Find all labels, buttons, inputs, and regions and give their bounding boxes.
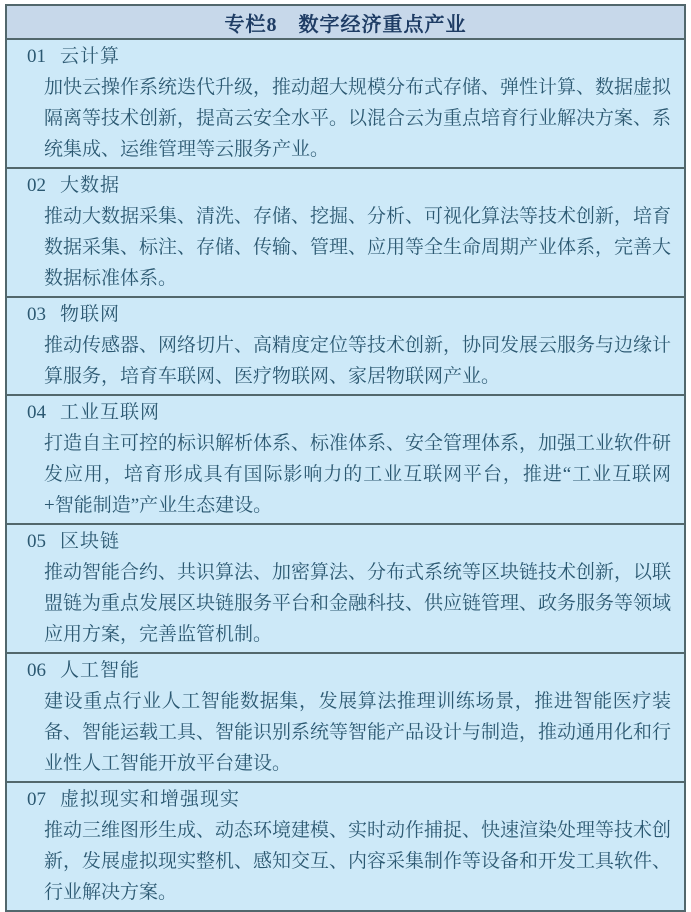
section-number: 07 xyxy=(27,789,46,810)
section-title: 物联网 xyxy=(60,304,121,325)
box-title: 专栏8 数字经济重点产业 xyxy=(224,13,467,36)
section-body: 建设重点行业人工智能数据集，发展算法推理训练场景，推进智能医疗装备、智能运载工具、智能识别系统等智能产品设计与制造，推动通用化和行业性人工智能开放平台建设。 xyxy=(44,691,672,774)
section-body: 推动传感器、网络切片、高精度定位等技术创新，协同发展云服务与边缘计算服务，培育车联网、医疗物联网、家居物联网产业。 xyxy=(44,335,672,387)
box-header xyxy=(7,6,684,40)
section-ai xyxy=(7,654,684,783)
section-number: 01 xyxy=(27,46,46,67)
section-body: 推动三维图形生成、动态环境建模、实时动作捕捉、快速渲染处理等技术创新，发展虚拟现实整机、感知交互、内容采集制作等设备和开发工具软件、行业解决方案。 xyxy=(44,820,672,903)
section-body: 推动智能合约、共识算法、加密算法、分布式系统等区块链技术创新，以联盟链为重点发展区块链服务平台和金融科技、供应链管理、政务服务等领域应用方案，完善监管机制。 xyxy=(44,562,672,645)
section-title-row xyxy=(7,655,684,686)
section-number: 04 xyxy=(27,402,46,423)
section-title-row xyxy=(7,170,684,201)
section-body: 推动大数据采集、清洗、存储、挖掘、分析、可视化算法等技术创新，培育数据采集、标注、存储、传输、管理、应用等全生命周期产业体系，完善大数据标准体系。 xyxy=(44,206,672,289)
section-title-row xyxy=(7,784,684,815)
section-title: 大数据 xyxy=(60,175,121,196)
section-vr-ar xyxy=(7,783,684,910)
section-cloud-computing xyxy=(7,40,684,169)
section-industrial-internet xyxy=(7,396,684,525)
section-title-row xyxy=(7,526,684,557)
section-body: 加快云操作系统迭代升级，推动超大规模分布式存储、弹性计算、数据虚拟隔离等技术创新，提高云安全水平。以混合云为重点培育行业解决方案、系统集成、运维管理等云服务产业。 xyxy=(44,77,672,160)
section-title-row xyxy=(7,41,684,72)
feature-box-digital-economy xyxy=(5,4,686,912)
section-iot xyxy=(7,298,684,396)
section-big-data xyxy=(7,169,684,298)
section-number: 03 xyxy=(27,304,46,325)
section-title: 云计算 xyxy=(60,46,121,67)
section-body: 打造自主可控的标识解析体系、标准体系、安全管理体系，加强工业软件研发应用，培育形成具有国际影响力的工业互联网平台，推进“工业互联网+智能制造”产业生态建设。 xyxy=(44,433,672,516)
section-title: 虚拟现实和增强现实 xyxy=(60,789,241,810)
section-blockchain xyxy=(7,525,684,654)
section-title-row xyxy=(7,397,684,428)
section-number: 05 xyxy=(27,531,46,552)
section-title: 区块链 xyxy=(60,531,121,552)
section-number: 02 xyxy=(27,175,46,196)
section-title: 工业互联网 xyxy=(60,402,161,423)
section-title: 人工智能 xyxy=(60,660,141,681)
section-number: 06 xyxy=(27,660,46,681)
section-title-row xyxy=(7,299,684,330)
